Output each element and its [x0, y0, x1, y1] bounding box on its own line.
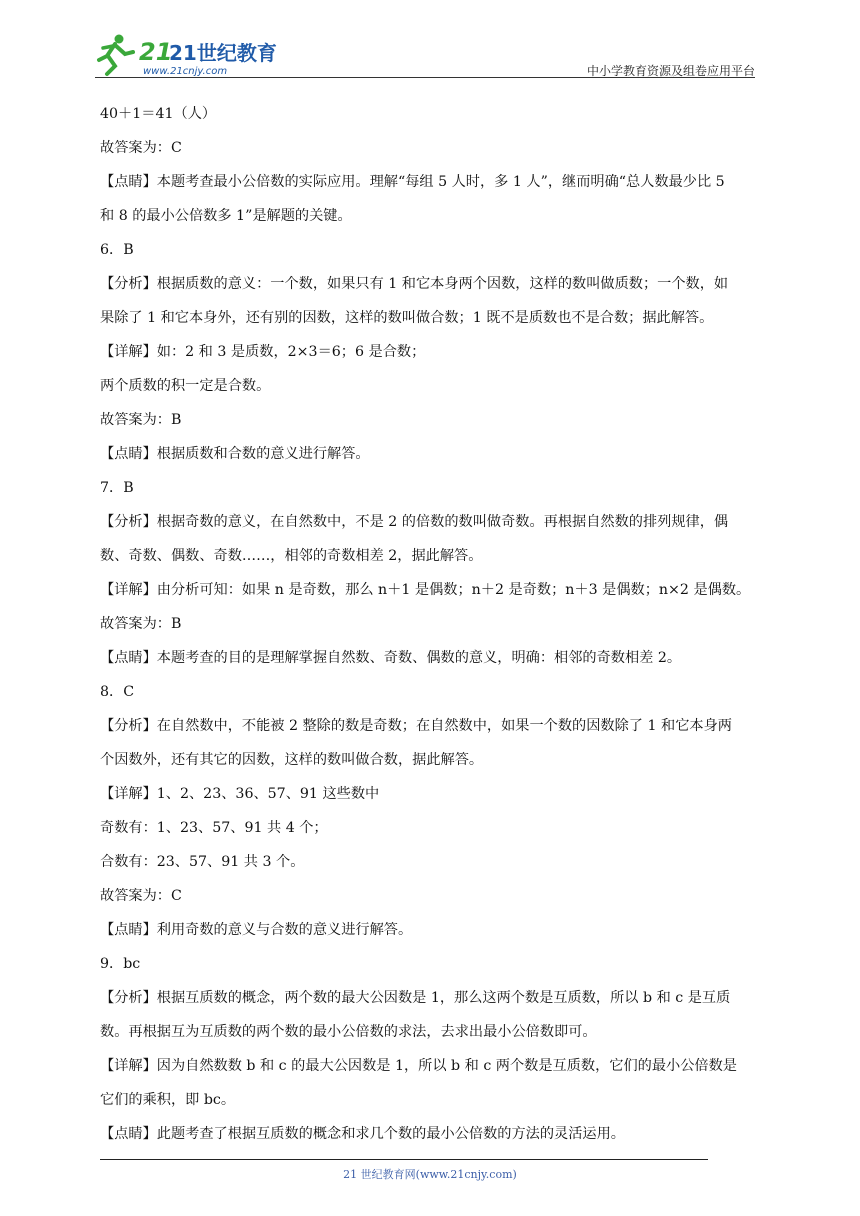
- text-line: 个因数外，还有其它的因数，这样的数叫做合数，据此解答。: [100, 752, 484, 768]
- text-line: 【详解】如：2 和 3 是质数，2×3＝6；6 是合数；: [100, 344, 426, 360]
- question-number: 8．C: [100, 684, 135, 700]
- text-line: 合数有：23、57、91 共 3 个。: [100, 854, 305, 870]
- text-line: 果除了 1 和它本身外，还有别的因数，这样的数叫做合数；1 既不是质数也不是合数；据此解答。: [100, 310, 714, 326]
- text-line: 故答案为：C: [100, 140, 182, 156]
- text-line: 【点睛】利用奇数的意义与合数的意义进行解答。: [100, 922, 413, 938]
- text-line: 故答案为：C: [100, 888, 182, 904]
- text-line: 和 8 的最小公倍数多 1”是解题的关键。: [100, 208, 352, 224]
- footer-divider: [100, 1159, 708, 1160]
- text-line: 奇数有：1、23、57、91 共 4 个；: [100, 820, 328, 836]
- text-line: 【分析】根据互质数的概念，两个数的最大公因数是 1，那么这两个数是互质数，所以 b 和 c 是互质: [100, 990, 731, 1006]
- platform-name: 中小学教育资源及组卷应用平台: [586, 64, 755, 78]
- footer-link[interactable]: 21 世纪教育网(www.21cnjy.com): [343, 1168, 517, 1181]
- text-line: 【详解】由分析可知：如果 n 是奇数，那么 n＋1 是偶数；n＋2 是奇数；n＋3 是偶数；n×2 是偶数。: [100, 582, 751, 598]
- text-line: 它们的乘积，即 bc。: [100, 1092, 236, 1108]
- text-line: 【分析】根据质数的意义：一个数，如果只有 1 和它本身两个因数，这样的数叫做质数；一个数，如: [100, 276, 729, 292]
- text-line: 【分析】根据奇数的意义，在自然数中，不是 2 的倍数的数叫做奇数。再根据自然数的排列规律，偶: [100, 514, 729, 530]
- text-line: 数。再根据互为互质数的两个数的最小公倍数的求法，去求出最小公倍数即可。: [100, 1024, 597, 1040]
- text-line: 【点睛】根据质数和合数的意义进行解答。: [100, 446, 370, 462]
- text-line: 【详解】1、2、23、36、57、91 这些数中: [100, 786, 380, 802]
- site-logo: [95, 30, 277, 80]
- header-divider: [95, 77, 755, 78]
- svg-text:21: 21: [139, 38, 173, 66]
- text-line: 【点睛】本题考查的目的是理解掌握自然数、奇数、偶数的意义，明确：相邻的奇数相差 2。: [100, 650, 682, 666]
- text-line: 故答案为：B: [100, 412, 182, 428]
- text-line: 【点睛】此题考查了根据互质数的概念和求几个数的最小公倍数的方法的灵活运用。: [100, 1126, 625, 1142]
- question-number: 9．bc: [100, 956, 141, 972]
- svg-text:21世纪教育: 21世纪教育: [169, 41, 277, 65]
- page-header: [95, 30, 755, 80]
- answer-body: [100, 103, 762, 1157]
- text-line: 【详解】因为自然数数 b 和 c 的最大公因数是 1，所以 b 和 c 两个数是互质数，它们的最小公倍数是: [100, 1058, 737, 1074]
- svg-text:www.21cnjy.com: www.21cnjy.com: [143, 66, 228, 77]
- text-line: 【分析】在自然数中，不能被 2 整除的数是奇数；在自然数中，如果一个数的因数除了 1 和它本身两: [100, 718, 732, 734]
- text-line: 40＋1＝41（人）: [100, 106, 217, 122]
- text-line: 数、奇数、偶数、奇数……，相邻的奇数相差 2，据此解答。: [100, 548, 483, 564]
- text-line: 两个质数的积一定是合数。: [100, 378, 271, 394]
- text-line: 故答案为：B: [100, 616, 182, 632]
- question-number: 7．B: [100, 480, 134, 496]
- question-number: 6．B: [100, 242, 134, 258]
- text-line: 【点睛】本题考查最小公倍数的实际应用。理解“每组 5 人时，多 1 人”，继而明确“总人数最少比 5: [100, 174, 725, 190]
